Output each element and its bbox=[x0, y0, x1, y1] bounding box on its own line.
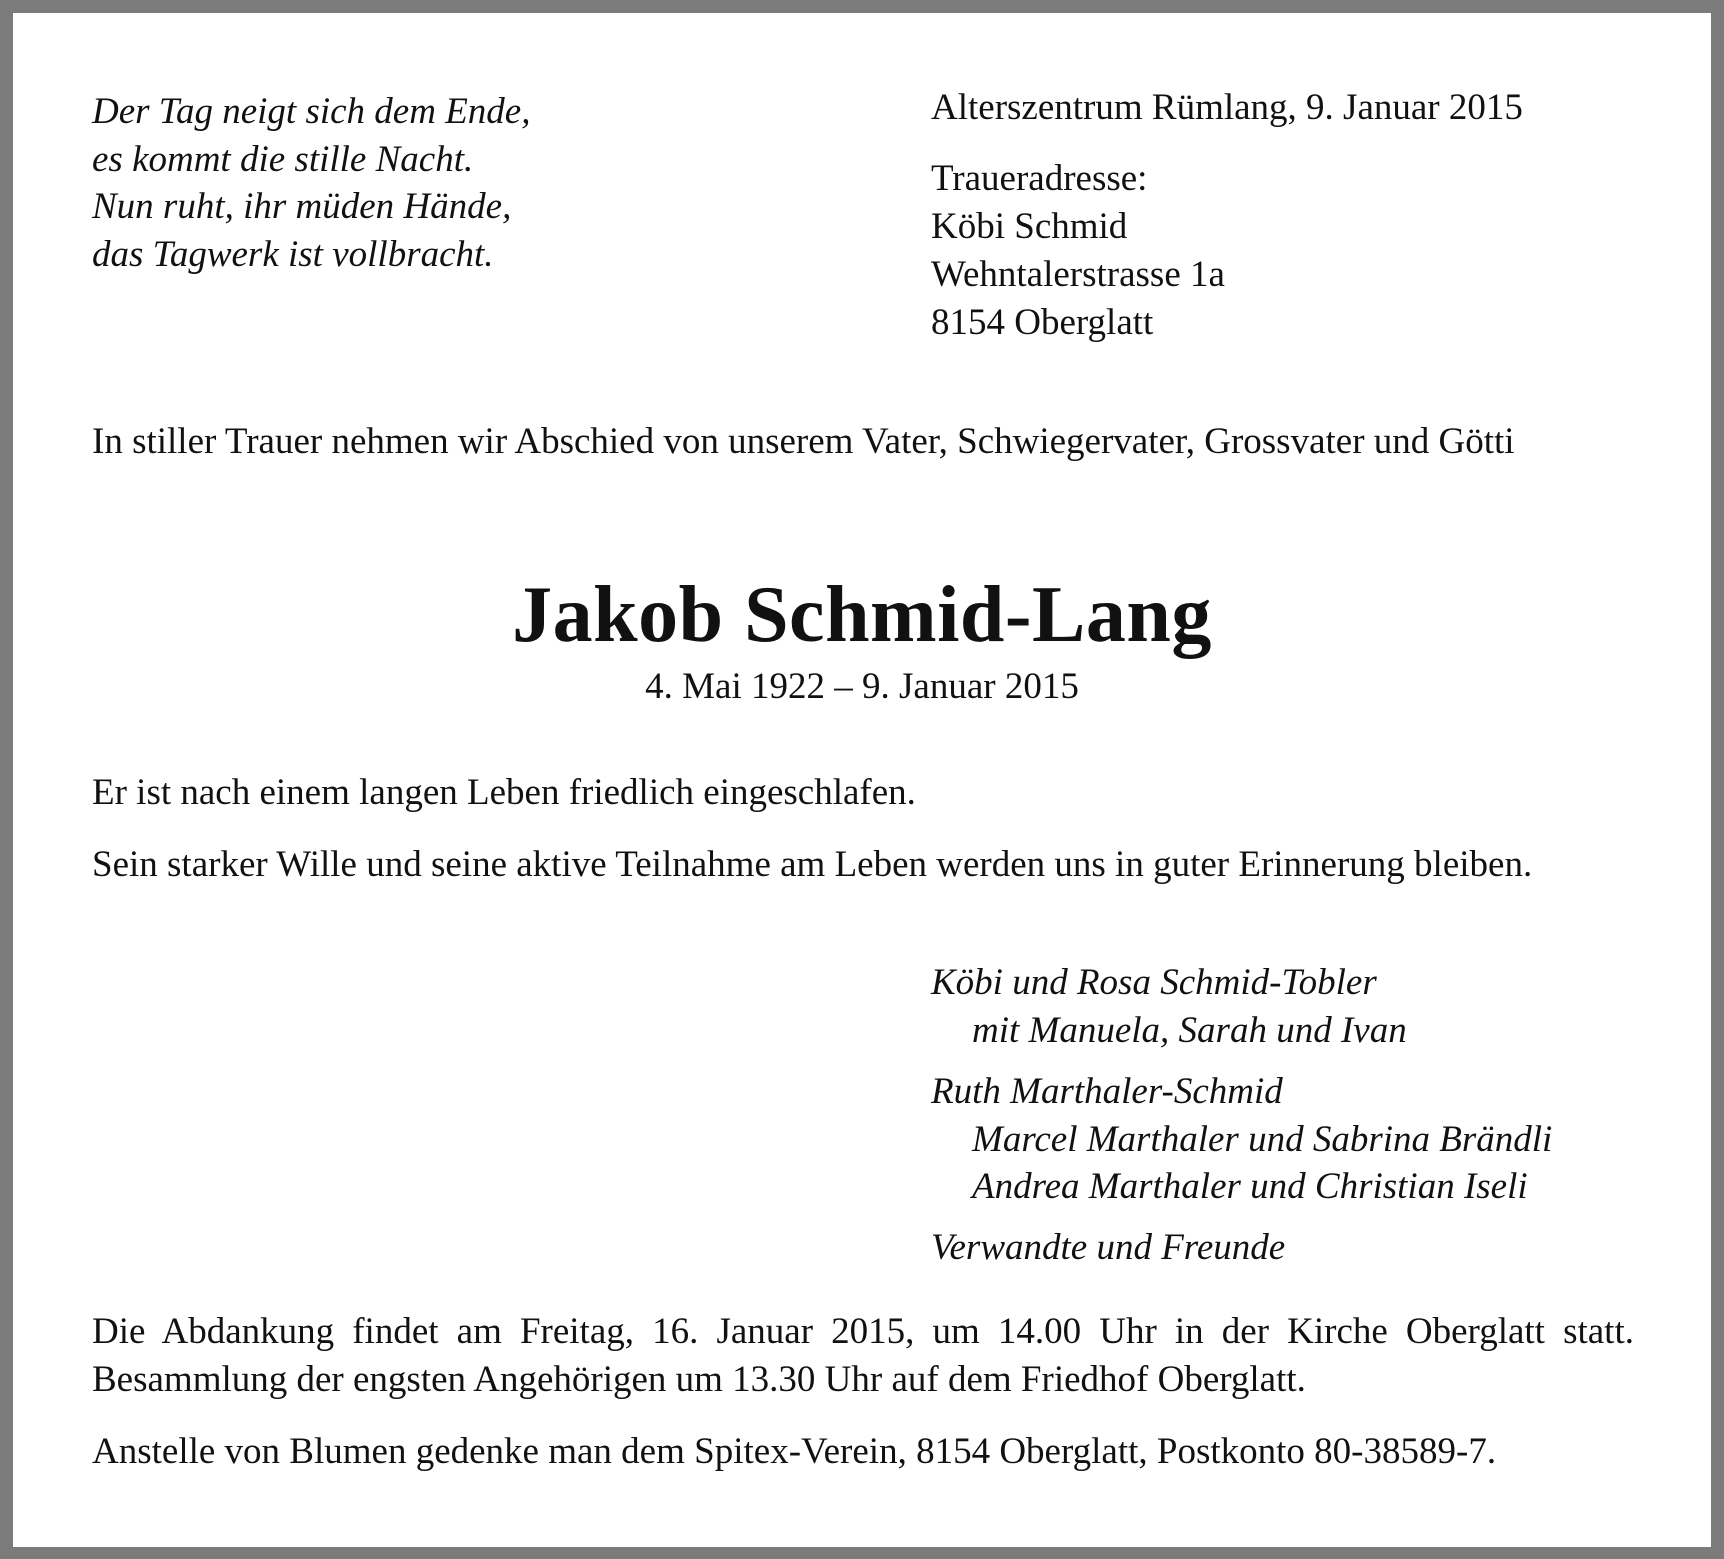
donation-note: Anstelle von Blumen gedenke man dem Spitex-Verein, 8154 Oberglatt, Postkonto 80-38589-7. bbox=[92, 1431, 1497, 1472]
address-line: Wehntalerstrasse 1a bbox=[931, 254, 1225, 295]
body-paragraph: Sein starker Wille und seine aktive Teilnahme am Leben werden uns in guter Erinnerung bleiben. bbox=[92, 844, 1533, 885]
place-date: Alterszentrum Rümlang, 9. Januar 2015 bbox=[931, 87, 1523, 128]
mourner-sub: mit Manuela, Sarah und Ivan bbox=[972, 1010, 1407, 1051]
address-label: Traueradresse: bbox=[931, 158, 1148, 199]
poem-line: es kommt die stille Nacht. bbox=[92, 139, 474, 180]
deceased-name: Jakob Schmid-Lang bbox=[512, 571, 1212, 659]
mourner-main: Verwandte und Freunde bbox=[931, 1227, 1286, 1268]
mourner-main: Köbi und Rosa Schmid-Tobler bbox=[931, 962, 1377, 1003]
intro-paragraph: In stiller Trauer nehmen wir Abschied von unserem Vater, Schwiegervater, Grossvater und Götti bbox=[92, 421, 1515, 462]
body-paragraph: Er ist nach einem langen Leben friedlich eingeschlafen. bbox=[92, 772, 916, 813]
mourner-sub: Andrea Marthaler und Christian Iseli bbox=[972, 1166, 1528, 1207]
mourner-main: Ruth Marthaler-Schmid bbox=[931, 1071, 1283, 1112]
address-line: 8154 Oberglatt bbox=[931, 302, 1154, 343]
mourner-sub: Marcel Marthaler und Sabrina Brändli bbox=[972, 1119, 1553, 1160]
poem-line: das Tagwerk ist vollbracht. bbox=[92, 234, 494, 275]
service-paragraph: Die Abdankung findet am Freitag, 16. Januar 2015, um 14.00 Uhr in der Kirche Oberglatt statt. Besammlung der engsten Angehörigen um 13.30 Uhr auf dem Friedhof Oberglatt. bbox=[92, 1311, 1634, 1400]
life-dates: 4. Mai 1922 – 9. Januar 2015 bbox=[645, 666, 1079, 707]
poem-line: Der Tag neigt sich dem Ende, bbox=[92, 91, 531, 132]
poem-line: Nun ruht, ihr müden Hände, bbox=[92, 186, 512, 227]
address-line: Köbi Schmid bbox=[931, 206, 1128, 247]
